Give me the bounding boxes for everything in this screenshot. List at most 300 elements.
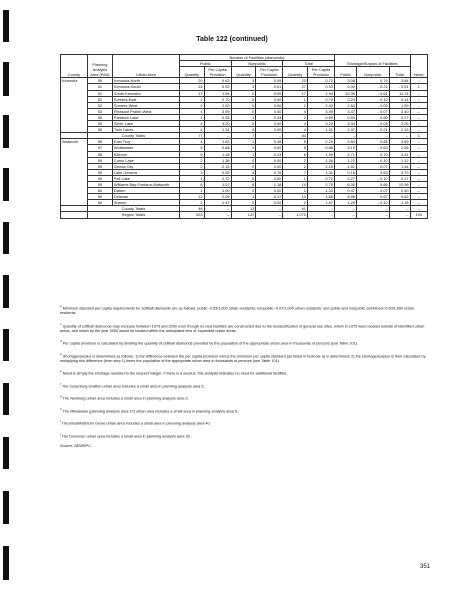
- value-cell: 3: [179, 169, 204, 175]
- value-cell: 1: [283, 96, 308, 102]
- value-cell: 0.70: [307, 96, 334, 102]
- value-cell: 0.93: [307, 84, 334, 90]
- value-cell: 0: [231, 108, 256, 114]
- planning-area-cell: 60: [87, 200, 112, 206]
- value-cell: 4: [179, 127, 204, 133]
- planning-area-cell: 57: [87, 145, 112, 151]
- value-cell: 11.74: [389, 90, 410, 96]
- value-cell: 1.47: [204, 200, 231, 206]
- value-cell: 1.36: [307, 157, 334, 163]
- totals-cell: --: [356, 133, 389, 139]
- totals-label: County Totals: [87, 206, 179, 212]
- value-cell: - 0.10: [356, 96, 389, 102]
- value-cell: 1.64: [334, 102, 356, 108]
- value-cell: - 0.07: [356, 188, 389, 194]
- header-short-total: Total: [389, 67, 410, 78]
- urban-area-cell: Kenosha-South: [112, 84, 179, 90]
- value-cell: 0.16: [334, 169, 356, 175]
- value-cell: 1.44: [389, 163, 410, 169]
- value-cell: 2.15: [307, 163, 334, 169]
- value-cell: 0.00: [256, 145, 283, 151]
- header-need: Need: [410, 55, 427, 78]
- value-cell: 17: [179, 90, 204, 96]
- footnote-mark: g: [60, 394, 62, 399]
- planning-area-cell: 51: [87, 90, 112, 96]
- binding-mark: [3, 546, 9, 580]
- value-cell: 0.76: [256, 169, 283, 175]
- binding-mark: [3, 437, 9, 469]
- value-cell: 3.41: [389, 151, 410, 157]
- footnote-mark: h: [60, 406, 62, 411]
- value-cell: --: [410, 96, 427, 102]
- value-cell: --: [410, 90, 427, 96]
- header-quantity: Quantity: [231, 67, 256, 78]
- totals-cell: --: [204, 206, 231, 212]
- urban-area-cell: South Kenosha: [112, 90, 179, 96]
- page-title: Table 122 (continued): [196, 36, 268, 43]
- value-cell: --: [410, 175, 427, 181]
- value-cell: --: [410, 127, 427, 133]
- value-cell: 0.00: [256, 90, 283, 96]
- planning-area-cell: 58: [87, 151, 112, 157]
- value-cell: 2.09: [204, 194, 231, 200]
- value-cell: --: [410, 102, 427, 108]
- footnote-mark: c: [60, 321, 62, 326]
- binding-mark: [3, 329, 9, 361]
- blank-cell: [61, 212, 88, 218]
- value-cell: 0: [231, 96, 256, 102]
- urban-area-cell: Elkhorn: [112, 151, 179, 157]
- urban-area-cell: Somers-East: [112, 96, 179, 102]
- planning-area-cell: 51: [87, 84, 112, 90]
- footnote: [60, 304, 428, 317]
- value-cell: --: [410, 78, 427, 84]
- value-cell: - 0.51: [389, 84, 410, 90]
- value-cell: 14: [283, 181, 308, 187]
- value-cell: 0.00: [256, 121, 283, 127]
- value-cell: --: [410, 108, 427, 114]
- value-cell: 0.00: [256, 108, 283, 114]
- footnote-text: The Brookfield-Elm Grove urban area includes a small area in planning analysis area 40.: [61, 421, 211, 426]
- footnote: [60, 352, 428, 365]
- urban-area-cell: Darien: [112, 188, 179, 194]
- value-cell: - 0.63: [356, 145, 389, 151]
- value-cell: 0: [231, 102, 256, 108]
- totals-cell: 13: [231, 206, 256, 212]
- value-cell: 0: [231, 163, 256, 169]
- footnote-text: Shortage/surplus is determined as follows: 1) the difference between the per capita provision minus the minimum per capita standard (as listed in footnote a) is determined; 2) the shortage/surplus is then calculated by multiplying this difference (from step 1) times the population of the appropriate urban area in thousands of persons (see Table 101).: [60, 354, 426, 364]
- value-cell: 0.92: [204, 84, 231, 90]
- value-cell: --: [410, 114, 427, 120]
- value-cell: 2: [179, 200, 204, 206]
- header-planning-area: Planning Analysis Area (PAA): [87, 55, 112, 78]
- footnote-mark: i: [60, 419, 61, 424]
- value-cell: 1.28: [334, 200, 356, 206]
- value-cell: 27: [283, 84, 308, 90]
- value-cell: 0.63: [204, 78, 231, 84]
- value-cell: 3.99: [204, 108, 231, 114]
- value-cell: 1: [179, 114, 204, 120]
- county-cell: Kenosha: [61, 78, 88, 133]
- value-cell: 3.19: [334, 145, 356, 151]
- value-cell: 2: [179, 157, 204, 163]
- footnote-text: The Milwaukee (planning analysis area 17) urban area includes a small area in planning analysis area 5.: [62, 409, 239, 414]
- totals-cell: --: [410, 206, 427, 212]
- footnote: [60, 339, 428, 346]
- value-cell: 0: [231, 157, 256, 163]
- footnote-text: Need is simply the shortage rounded to the nearest integer. If there is a surplus, this analysis indicates no need for additional facilities.: [62, 371, 288, 376]
- planning-area-cell: 55: [87, 114, 112, 120]
- value-cell: 0.88: [204, 145, 231, 151]
- planning-area-cell: 50: [87, 78, 112, 84]
- header-shortage: Shortage/Surplus of Facilities: [334, 55, 410, 67]
- binding-mark: [3, 491, 9, 524]
- value-cell: 8: [179, 145, 204, 151]
- value-cell: 0.53: [334, 114, 356, 120]
- header-per-capita: Per Capita Provision: [307, 67, 334, 78]
- value-cell: 5.66: [356, 181, 389, 187]
- value-cell: 3.08: [334, 78, 356, 84]
- planning-area-cell: 59: [87, 169, 112, 175]
- value-cell: 6.30: [334, 181, 356, 187]
- value-cell: 0.00: [256, 102, 283, 108]
- planning-area-cell: 59: [87, 181, 112, 187]
- urban-area-cell: Twin Lakes: [112, 127, 179, 133]
- value-cell: 8: [283, 145, 308, 151]
- value-cell: 2.71: [334, 151, 356, 157]
- header-quantity: Quantity: [179, 67, 204, 78]
- header-county: County: [61, 55, 88, 78]
- value-cell: 0.27: [389, 114, 410, 120]
- totals-cell: --: [334, 133, 356, 139]
- planning-area-cell: 59: [87, 175, 112, 181]
- value-cell: 0.76: [356, 78, 389, 84]
- totals-label: County Totals: [87, 133, 179, 139]
- planning-area-cell: 55: [87, 121, 112, 127]
- value-cell: 3.20: [204, 121, 231, 127]
- urban-area-cell: Genoa City: [112, 163, 179, 169]
- totals-cell: 61: [283, 206, 308, 212]
- footnote-mark: j: [60, 431, 61, 436]
- urban-area-cell: Paddock Lake: [112, 114, 179, 120]
- region-totals-row: [61, 212, 428, 218]
- value-cell: - 0.61: [356, 90, 389, 96]
- value-cell: 1.22: [334, 157, 356, 163]
- footnote-text: The Dousman urban area includes a small area in planning analysis area 39.: [61, 434, 191, 439]
- header-per-capita: Per Capita Provision: [256, 67, 283, 78]
- value-cell: - 0.05: [356, 102, 389, 108]
- value-cell: 0: [231, 200, 256, 206]
- value-cell: 1.39: [307, 151, 334, 157]
- region-totals-cell: 923: [179, 212, 204, 218]
- value-cell: 4: [179, 108, 204, 114]
- value-cell: 0.14: [389, 96, 410, 102]
- value-cell: 1.57: [204, 181, 231, 187]
- urban-area-cell: Whitewater: [112, 145, 179, 151]
- header-total: Total: [283, 61, 335, 67]
- planning-area-cell: 59: [87, 163, 112, 169]
- value-cell: 4: [179, 139, 204, 145]
- header-quantity: Quantity: [283, 67, 308, 78]
- value-cell: 1.51: [334, 163, 356, 169]
- value-cell: 0.27: [334, 175, 356, 181]
- header-short-nonpublic: Nonpublic: [356, 67, 389, 78]
- value-cell: 0.34: [256, 114, 283, 120]
- value-cell: 1: [231, 114, 256, 120]
- totals-cell: --: [334, 206, 356, 212]
- footnote-text: Minimum standard per capita requirements for softball diamonds are as follows: public--0.53/1,000 urban residents; nonpublic--0.07/1,000 urban residents; and public and nonpublic combined--0.60/1,000 urban residents.: [60, 306, 414, 316]
- value-cell: 2: [179, 102, 204, 108]
- value-cell: 0.09: [256, 78, 283, 84]
- value-cell: 0: [231, 121, 256, 127]
- value-cell: 1: [179, 175, 204, 181]
- urban-area-cell: Lake Geneva: [112, 169, 179, 175]
- value-cell: 2.29: [307, 139, 334, 145]
- planning-area-cell: 52: [87, 102, 112, 108]
- value-cell: 6: [283, 151, 308, 157]
- value-cell: --: [410, 145, 427, 151]
- binding-mark: [3, 222, 9, 254]
- totals-cell: --: [256, 206, 283, 212]
- value-cell: 0.00: [256, 175, 283, 181]
- facilities-table: [60, 54, 428, 219]
- region-totals-cell: --: [256, 212, 283, 218]
- value-cell: 2: [283, 114, 308, 120]
- value-cell: 0.46: [256, 139, 283, 145]
- value-cell: 1.31: [204, 127, 231, 133]
- value-cell: 3.69: [389, 139, 410, 145]
- value-cell: 0.72: [307, 175, 334, 181]
- header-short-public: Public: [334, 67, 356, 78]
- value-cell: 2: [283, 163, 308, 169]
- value-cell: 0.70: [356, 151, 389, 157]
- value-cell: 2.84: [334, 139, 356, 145]
- value-cell: 2.93: [307, 102, 334, 108]
- value-cell: 1: [179, 188, 204, 194]
- footnote: [60, 369, 428, 376]
- value-cell: 0.72: [307, 78, 334, 84]
- urban-area-cell: Pell Lake: [112, 175, 179, 181]
- region-totals-cell: 194: [410, 212, 427, 218]
- footnote: [60, 419, 428, 426]
- planning-area-cell: 55: [87, 127, 112, 133]
- value-cell: 4: [283, 121, 308, 127]
- urban-area-cell: Somers-West: [112, 102, 179, 108]
- value-cell: 0.00: [256, 127, 283, 133]
- footnote-text: Per capita provision is calculated by dividing the quantity of softball diamonds provided by the population of the appropriate urban area in thousands of persons (see Table 101).: [62, 341, 358, 346]
- value-cell: 0.88: [307, 145, 334, 151]
- footnote: [60, 382, 428, 389]
- footnote: [60, 407, 428, 414]
- value-cell: --: [410, 181, 427, 187]
- urban-area-cell: Pleasant Prairie-West: [112, 108, 179, 114]
- footnote-mark: e: [60, 369, 62, 374]
- header-nonpublic: Nonpublic: [231, 61, 283, 67]
- totals-cell: --: [204, 133, 231, 139]
- value-cell: 10.96: [389, 181, 410, 187]
- value-cell: - 0.10: [356, 157, 389, 163]
- value-cell: 23: [283, 78, 308, 84]
- value-cell: 4: [179, 121, 204, 127]
- value-cell: 0.69: [307, 114, 334, 120]
- totals-cell: 84: [283, 133, 308, 139]
- value-cell: 0.47: [334, 188, 356, 194]
- value-cell: 2.93: [204, 102, 231, 108]
- footnote-mark: d: [60, 339, 62, 344]
- region-totals-cell: 147: [231, 212, 256, 218]
- value-cell: 1.18: [389, 200, 410, 206]
- value-cell: 2: [283, 102, 308, 108]
- notes-list: [60, 304, 428, 439]
- totals-cell: --: [356, 206, 389, 212]
- value-cell: 0: [231, 127, 256, 133]
- value-cell: - 0.07: [356, 163, 389, 169]
- value-cell: 0.30: [334, 84, 356, 90]
- value-cell: 3.84: [389, 78, 410, 84]
- value-cell: 0.00: [256, 96, 283, 102]
- value-cell: 7: [283, 169, 308, 175]
- urban-area-cell: Silver Lake: [112, 121, 179, 127]
- footnote: [60, 432, 428, 439]
- planning-area-cell: 60: [87, 188, 112, 194]
- value-cell: 24: [179, 84, 204, 90]
- value-cell: 1.59: [389, 102, 410, 108]
- source-line: Source: SEWRPC.: [60, 444, 92, 449]
- value-cell: 0: [231, 188, 256, 194]
- value-cell: 1.00: [307, 188, 334, 194]
- value-cell: 0: [231, 90, 256, 96]
- value-cell: 12.35: [334, 90, 356, 96]
- value-cell: - 0.10: [356, 175, 389, 181]
- value-cell: 1.94: [307, 90, 334, 96]
- value-cell: 0.35: [204, 114, 231, 120]
- totals-cell: 1: [410, 133, 427, 139]
- value-cell: 5: [283, 139, 308, 145]
- value-cell: --: [410, 157, 427, 163]
- value-cell: 3.79: [389, 169, 410, 175]
- value-cell: 2: [179, 163, 204, 169]
- urban-area-cell: Kenosha-North: [112, 78, 179, 84]
- value-cell: 1: [283, 175, 308, 181]
- region-totals-cell: --: [389, 212, 410, 218]
- region-totals-cell: --: [334, 212, 356, 218]
- value-cell: 3: [231, 78, 256, 84]
- totals-cell: --: [389, 206, 410, 212]
- urban-area-cell: Williams Bay-Fontana-Walworth: [112, 181, 179, 187]
- footnote-text: Quantity of softball diamonds may increase between 1975 and 2000 even though no new facilities are constructed due to the reclassification of general use sites, which in 1975 were located outside of identified urban areas, and which by the year 2000 would be located within the anticipated new or expanded urban areas.: [60, 323, 425, 334]
- value-cell: 2.75: [307, 181, 334, 187]
- value-cell: 1: [231, 151, 256, 157]
- value-cell: 0.01: [256, 84, 283, 90]
- value-cell: 1: [179, 96, 204, 102]
- urban-area-cell: Delavan: [112, 194, 179, 200]
- value-cell: 1: [231, 194, 256, 200]
- value-cell: 5: [179, 151, 204, 157]
- value-cell: 2: [283, 200, 308, 206]
- region-totals-label: Region Totals: [87, 212, 179, 218]
- value-cell: 8.96: [334, 194, 356, 200]
- value-cell: 1.66: [307, 194, 334, 200]
- value-cell: - 0.09: [356, 121, 389, 127]
- county-cell: Walworth: [61, 139, 88, 206]
- value-cell: 1.94: [204, 90, 231, 96]
- urban-area-cell: Como Lake: [112, 157, 179, 163]
- value-cell: 0.00: [256, 157, 283, 163]
- value-cell: 1.16: [204, 151, 231, 157]
- value-cell: 20: [179, 78, 204, 84]
- footnote-mark: b: [60, 351, 62, 356]
- region-totals-cell: --: [204, 212, 231, 218]
- value-cell: --: [410, 151, 427, 157]
- value-cell: 17: [283, 90, 308, 96]
- value-cell: 1: [231, 139, 256, 145]
- footnote: [60, 322, 428, 335]
- planning-area-cell: 52: [87, 96, 112, 102]
- header-urban-area: Urban Area: [112, 55, 179, 78]
- value-cell: 0.70: [204, 96, 231, 102]
- value-cell: 3.99: [307, 108, 334, 114]
- value-cell: --: [410, 188, 427, 194]
- value-cell: 2.16: [389, 127, 410, 133]
- value-cell: --: [410, 121, 427, 127]
- value-cell: - 0.10: [356, 200, 389, 206]
- totals-cell: 48: [179, 206, 204, 212]
- value-cell: 1.18: [256, 181, 283, 187]
- value-cell: 1.00: [204, 188, 231, 194]
- value-cell: 3.40: [389, 108, 410, 114]
- value-cell: 0.80: [356, 114, 389, 120]
- planning-area-cell: 60: [87, 194, 112, 200]
- value-cell: 0.17: [389, 175, 410, 181]
- region-totals-cell: 1,070: [283, 212, 308, 218]
- value-cell: 0.17: [256, 194, 283, 200]
- value-cell: - 0.07: [356, 108, 389, 114]
- value-cell: 3.20: [307, 121, 334, 127]
- table-body: [61, 78, 428, 218]
- footnote-mark: a: [60, 304, 62, 308]
- value-cell: 13: [283, 194, 308, 200]
- page-number: 351: [420, 564, 431, 570]
- value-cell: 2.56: [389, 145, 410, 151]
- binding-mark: [3, 168, 9, 201]
- value-cell: - 0.21: [356, 127, 389, 133]
- value-cell: 0.23: [256, 151, 283, 157]
- footnote: [60, 394, 428, 401]
- header-per-capita: Per Capita Provision: [204, 67, 231, 78]
- value-cell: 1.31: [307, 127, 334, 133]
- footnote-text: The Cedarburg-Grafton urban area includes a small area in planning analysis area 5.: [61, 384, 205, 389]
- totals-cell: --: [307, 206, 334, 212]
- value-cell: 0.67: [356, 194, 389, 200]
- value-cell: 2: [283, 157, 308, 163]
- value-cell: 1.83: [204, 139, 231, 145]
- value-cell: 1.12: [389, 157, 410, 163]
- value-cell: 4: [283, 108, 308, 114]
- footnote-mark: f: [60, 381, 61, 386]
- value-cell: 0.72: [204, 175, 231, 181]
- value-cell: 3.34: [334, 121, 356, 127]
- binding-mark: [3, 275, 9, 308]
- value-cell: 2.37: [334, 127, 356, 133]
- value-cell: 0.24: [334, 96, 356, 102]
- header-number-facilities: Number of Facilities (diamonds): [179, 55, 334, 61]
- value-cell: --: [410, 169, 427, 175]
- value-cell: 0.55: [204, 169, 231, 175]
- value-cell: 12: [179, 194, 204, 200]
- value-cell: 3: [231, 84, 256, 90]
- value-cell: 0: [231, 145, 256, 151]
- urban-area-cell: East Troy: [112, 139, 179, 145]
